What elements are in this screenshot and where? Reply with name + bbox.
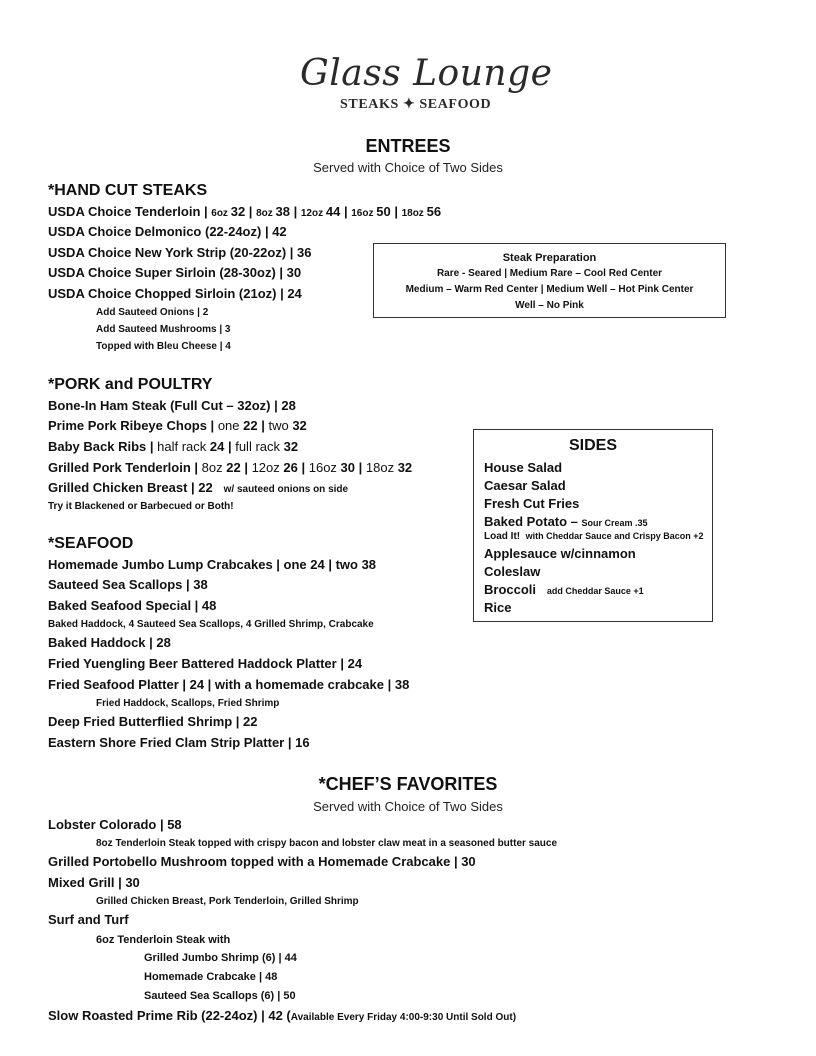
- seafood-special-description: Baked Haddock, 4 Sauteed Sea Scallops, 4 Grilled Shrimp, Crabcake: [48, 619, 374, 630]
- steak-prep-line: Well – No Pink: [515, 300, 584, 311]
- portion: two: [268, 418, 293, 433]
- separator: |: [257, 418, 269, 433]
- portion: 16oz: [351, 208, 377, 219]
- menu-item-prime-rib: [48, 1008, 516, 1024]
- portion: full rack: [235, 439, 284, 454]
- addon-bleu-cheese: Topped with Bleu Cheese | 4: [96, 341, 231, 352]
- price: 32: [230, 204, 246, 219]
- menu-item-portobello: Grilled Portobello Mushroom topped with a Homemade Crabcake | 30: [48, 854, 476, 869]
- item-name: Slow Roasted Prime Rib (22-24oz) | 42 (: [48, 1008, 291, 1023]
- lobster-description: 8oz Tenderloin Steak topped with crispy bacon and lobster claw meat in a seasoned butter sauce: [96, 838, 558, 849]
- surf-turf-option-shrimp: Grilled Jumbo Shrimp (6) | 44: [144, 952, 297, 964]
- separator: |: [297, 460, 309, 475]
- menu-item-lobster-colorado: Lobster Colorado | 58: [48, 817, 182, 832]
- portion: 12oz: [251, 460, 284, 475]
- menu-item-delmonico: USDA Choice Delmonico (22-24oz) | 42: [48, 224, 287, 239]
- item-note: Sour Cream .35: [581, 518, 648, 528]
- price: 26: [283, 460, 298, 475]
- menu-item-pork-chops: [48, 418, 307, 434]
- item-name: Grilled Pork Tenderloin |: [48, 460, 202, 475]
- separator: |: [390, 204, 402, 219]
- menu-item-fried-seafood-platter: Fried Seafood Platter | 24 | with a homemade crabcake | 38: [48, 677, 410, 692]
- menu-item-sea-scallops: Sauteed Sea Scallops | 38: [48, 577, 208, 592]
- addon-sauteed-mushrooms: Add Sauteed Mushrooms | 3: [96, 324, 231, 335]
- side-baked-potato: [484, 514, 648, 529]
- price: 22: [243, 418, 258, 433]
- price: 44: [325, 204, 341, 219]
- steak-preparation-box: [373, 243, 726, 318]
- menu-item-clam-strip-platter: Eastern Shore Fried Clam Strip Platter | 16: [48, 735, 310, 750]
- menu-item-pork-tenderloin: [48, 460, 412, 476]
- item-name: Load It!: [484, 531, 521, 542]
- menu-item-crabcakes: Homemade Jumbo Lump Crabcakes | one 24 | two 38: [48, 557, 377, 572]
- menu-item-baked-haddock: Baked Haddock | 28: [48, 635, 171, 650]
- entrees-subtitle: Served with Choice of Two Sides: [313, 160, 503, 175]
- logo-subtitle: STEAKS ✦ SEAFOOD: [340, 97, 492, 112]
- price: 22: [226, 460, 241, 475]
- addon-sauteed-onions: Add Sauteed Onions | 2: [96, 307, 209, 318]
- portion: 12oz: [300, 208, 326, 219]
- price: 32: [397, 460, 413, 475]
- side-applesauce: Applesauce w/cinnamon: [484, 546, 636, 561]
- entrees-title: ENTREES: [365, 136, 451, 156]
- item-name: Grilled Chicken Breast | 22: [48, 480, 213, 495]
- menu-item-mixed-grill: Mixed Grill | 30: [48, 875, 140, 890]
- side-caesar-salad: Caesar Salad: [484, 478, 566, 493]
- pork-poultry-heading: *PORK and POULTRY: [48, 376, 213, 393]
- separator: |: [240, 460, 252, 475]
- chefs-favorites-subtitle: Served with Choice of Two Sides: [313, 799, 503, 814]
- separator: |: [340, 204, 352, 219]
- sides-box: [473, 429, 713, 622]
- portion: 16oz: [308, 460, 341, 475]
- surf-turf-option-scallops: Sauteed Sea Scallops (6) | 50: [144, 990, 296, 1002]
- item-name: Prime Pork Ribeye Chops |: [48, 418, 218, 433]
- menu-item-baby-back-ribs: [48, 439, 298, 455]
- menu-item-butterflied-shrimp: Deep Fried Butterflied Shrimp | 22: [48, 714, 258, 729]
- side-fresh-cut-fries: Fresh Cut Fries: [484, 496, 580, 511]
- portion: 18oz: [365, 460, 398, 475]
- item-name: Baked Potato –: [484, 514, 582, 529]
- steak-prep-line: Rare - Seared | Medium Rare – Cool Red Center: [436, 268, 663, 279]
- price: 32: [283, 439, 299, 454]
- logo-script-text: Glass Lounge: [300, 53, 553, 94]
- price: 38: [275, 204, 290, 219]
- side-load-it: [484, 531, 703, 542]
- surf-turf-option-crabcake: Homemade Crabcake | 48: [144, 971, 278, 983]
- item-name: USDA Choice Tenderloin |: [48, 204, 212, 219]
- price: 24: [209, 439, 225, 454]
- menu-item-surf-and-turf: Surf and Turf: [48, 912, 129, 927]
- side-broccoli: [484, 582, 644, 597]
- mixed-grill-description: Grilled Chicken Breast, Pork Tenderloin, Grilled Shrimp: [96, 896, 359, 907]
- side-rice: Rice: [484, 600, 512, 615]
- chicken-style-note: Try it Blackened or Barbecued or Both!: [48, 501, 234, 512]
- menu-item-yuengling-haddock: Fried Yuengling Beer Battered Haddock Platter | 24: [48, 656, 363, 671]
- sides-title: SIDES: [568, 437, 617, 454]
- portion: one: [217, 418, 244, 433]
- menu-item-baked-seafood-special: Baked Seafood Special | 48: [48, 598, 217, 613]
- item-note: with Cheddar Sauce and Crispy Bacon +2: [525, 531, 704, 541]
- hand-cut-steaks-heading: *HAND CUT STEAKS: [48, 182, 208, 199]
- item-note: add Cheddar Sauce +1: [546, 586, 644, 596]
- side-house-salad: House Salad: [484, 460, 563, 475]
- portion: 18oz: [401, 208, 427, 219]
- price: 30: [340, 460, 356, 475]
- seafood-heading: *SEAFOOD: [48, 535, 134, 552]
- portion: 8oz: [256, 208, 276, 219]
- menu-item-new-york-strip: USDA Choice New York Strip (20-22oz) | 36: [48, 245, 312, 260]
- menu-item-super-sirloin: USDA Choice Super Sirloin (28-30oz) | 30: [48, 265, 302, 280]
- item-note: Available Every Friday 4:00-9:30 Until Sold Out): [290, 1012, 517, 1023]
- separator: |: [355, 460, 366, 475]
- price: 32: [292, 418, 307, 433]
- portion: 8oz: [201, 460, 227, 475]
- menu-item-chicken-breast: [48, 480, 348, 496]
- seafood-platter-description: Fried Haddock, Scallops, Fried Shrimp: [96, 698, 280, 709]
- separator: |: [245, 204, 257, 219]
- item-note: w/ sauteed onions on side: [223, 484, 349, 495]
- chefs-favorites-title: *CHEF’S FAVORITES: [318, 774, 498, 794]
- item-name: Broccoli: [484, 582, 537, 597]
- menu-item-tenderloin: [48, 204, 441, 220]
- surf-turf-base: 6oz Tenderloin Steak with: [96, 934, 231, 946]
- portion: 6oz: [211, 208, 231, 219]
- price: 50: [376, 204, 391, 219]
- steak-prep-title: Steak Preparation: [502, 252, 597, 264]
- price: 56: [426, 204, 442, 219]
- item-name: Baby Back Ribs |: [48, 439, 158, 454]
- separator: |: [224, 439, 236, 454]
- side-coleslaw: Coleslaw: [484, 564, 541, 579]
- portion: half rack: [157, 439, 210, 454]
- menu-item-chopped-sirloin: USDA Choice Chopped Sirloin (21oz) | 24: [48, 286, 302, 301]
- separator: |: [289, 204, 301, 219]
- restaurant-logo: [296, 53, 553, 116]
- menu-item-ham-steak: Bone-In Ham Steak (Full Cut – 32oz) | 28: [48, 398, 296, 413]
- steak-prep-line: Medium – Warm Red Center | Medium Well – Hot Pink Center: [405, 284, 694, 295]
